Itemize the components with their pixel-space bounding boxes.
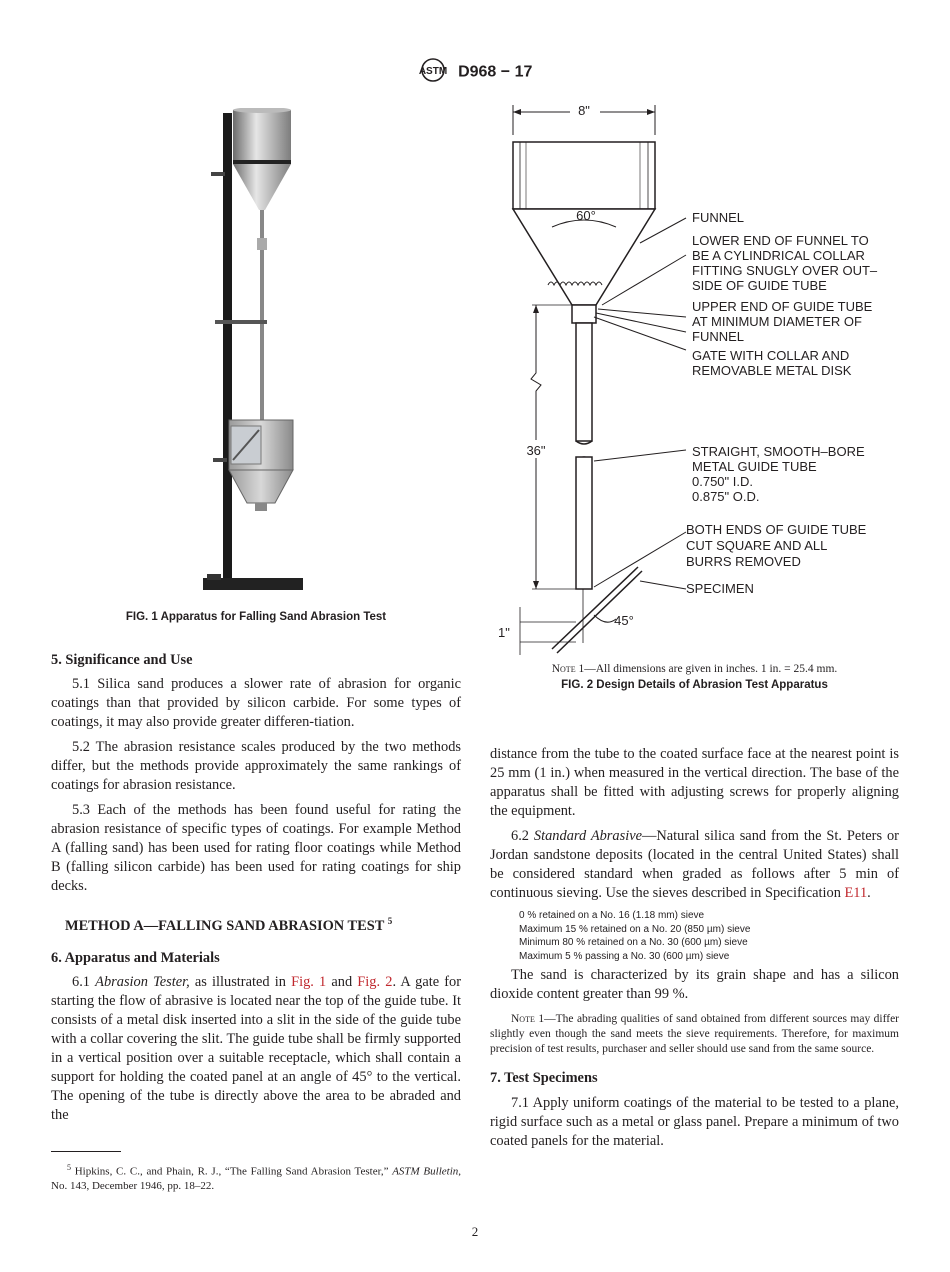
right-column [490, 745, 899, 1151]
fig2-width-label: 8" [578, 103, 590, 118]
fig2-callout-ends-2: CUT SQUARE AND ALL [686, 538, 828, 553]
sieve-item: Maximum 15 % retained on a No. 20 (850 µm) sieve [519, 923, 751, 935]
astm-logo-icon [418, 57, 448, 88]
fig2-callout-ends-3: BURRS REMOVED [686, 554, 801, 569]
para-7-1: 7.1 Apply uniform coatings of the material to be tested to a plane, rigid surface such as a metal or glass panel. Prepare a minimum of two coated panels for the material. [490, 1095, 899, 1149]
fig2-callout-tube-2: METAL GUIDE TUBE [692, 459, 817, 474]
fig1-caption: FIG. 1 Apparatus for Falling Sand Abrasion Test [125, 611, 387, 623]
fig2-caption: FIG. 2 Design Details of Abrasion Test Apparatus [561, 679, 828, 691]
designation: D968 − 17 [458, 63, 533, 81]
footnote: $^5$ Hipkins, C. C., and Phain, R. J., “The Falling Sand Abrasion Tester,” ASTM Bulletin, No. 143, December 1946, pp. 18–22. [51, 1163, 461, 1193]
fig2-callout-funnel: FUNNEL [692, 210, 745, 225]
fig2-note: Note 1—All dimensions are given in inches. 1 in. = 25.4 mm. [551, 663, 838, 675]
para-sand: The sand is characterized by its grain shape and has a silicon dioxide content greater than 99 %. [490, 967, 899, 1002]
para-continued: distance from the tube to the coated surface face at the nearest point is 25 mm (1 in.) when measured in the vertical direction. The base of the apparatus shall be fitted with adjusting screws for properly aligning the equipment. [490, 746, 899, 819]
e11-link[interactable]: E11 [844, 885, 868, 901]
fig2-callout-upper-1: UPPER END OF GUIDE TUBE [692, 299, 873, 314]
fig1-image [195, 108, 315, 598]
note-1: Note 1—The abrading qualities of sand obtained from different sources may differ slightly even though the sand meets the sieve requirements. Therefore, for maximum precision of test results, purchaser and seller should use sand from the same source. [490, 1013, 900, 1055]
section-6-title: 6. Apparatus and Materials [51, 949, 220, 966]
fig1-link[interactable]: Fig. 1 [291, 973, 327, 990]
page-number: 2 [471, 1224, 479, 1239]
fig2-callout-tube-1: STRAIGHT, SMOOTH–BORE [692, 444, 865, 459]
sieve-item: 0 % retained on a No. 16 (1.18 mm) sieve [519, 910, 705, 921]
fig2-callout-ends-1: BOTH ENDS OF GUIDE TUBE [686, 522, 867, 537]
fig2-callout-upper-2: AT MINIMUM DIAMETER OF [692, 314, 862, 329]
fig2-diagram [490, 95, 910, 655]
fig2-gap-label: 1" [498, 625, 510, 640]
fig2-length-label: 36" [526, 443, 546, 458]
footnote-divider [51, 1151, 121, 1152]
fig2-callout-gate-2: REMOVABLE METAL DISK [692, 363, 852, 378]
method-a-title: METHOD A—FALLING SAND ABRASION TEST $^5$ [65, 916, 393, 934]
para-6-2: 6.2 Standard Abrasive—Natural silica sand from the St. Peters or Jordan sandstone deposits (located in the central United States) shall be considered standard when graded as follows after 5 min of continuous sieving. Use the sieves described in Specification E11. [490, 828, 899, 901]
section-7-title: 7. Test Specimens [490, 1070, 598, 1086]
para-5-2: 5.2 The abrasion resistance scales produced by the two methods differ, but the methods provide approximately the same rankings of coatings for abrasion resistance. [51, 739, 461, 793]
fig2-callout-upper-3: FUNNEL [692, 329, 745, 344]
sieve-item: Maximum 5 % passing a No. 30 (600 µm) sieve [519, 950, 730, 962]
left-column [51, 651, 461, 1125]
fig2-callout-lower-3: FITTING SNUGLY OVER OUT– [692, 263, 878, 278]
fig2-angle-label: 60° [576, 208, 596, 223]
fig2-callout-specimen: SPECIMEN [686, 581, 754, 596]
page-header [0, 57, 950, 88]
para-5-3: 5.3 Each of the methods has been found useful for rating the abrasion resistance of specific types of coatings. For example Method A (falling sand) has been used for rating floor coatings while Method B (falling silicon carbide) has been used for rating coatings for ship decks. [51, 802, 461, 894]
fig2-callout-lower-4: SIDE OF GUIDE TUBE [692, 278, 827, 293]
section-5-title: 5. Significance and Use [51, 652, 193, 668]
fig2-specimen-angle: 45° [614, 613, 634, 628]
fig2-callout-tube-4: 0.875" O.D. [692, 489, 760, 504]
sieve-list [490, 909, 899, 963]
para-5-1: 5.1 Silica sand produces a slower rate of abrasion for organic coatings than that provided by silicon carbide. For some types of coatings, it may also provide greater differen-tiation. [51, 676, 461, 730]
para-6-1: 6.1 Abrasion Tester, as illustrated in Fig. 1 and Fig. 2. A gate for starting the flow of abrasive is located near the top of the guide tube. It consists of a metal disk inserted into a slit in the side of the guide tube with a collar covering the slit. The guide tube shall be firmly supported in a vertical position over a suitable receptacle, which shall contain a support for holding the coated panel at an angle of 45° to the vertical. The opening of the tube is directly above the area to be abraded and the [51, 973, 462, 1123]
fig2-callout-gate-1: GATE WITH COLLAR AND [692, 348, 850, 363]
fig2-link[interactable]: Fig. 2 [357, 973, 393, 990]
svg-text:ASTM: ASTM [418, 66, 447, 77]
sieve-item: Minimum 80 % retained on a No. 30 (600 µm) sieve [519, 937, 748, 948]
fig2-callout-lower-1: LOWER END OF FUNNEL TO [692, 233, 869, 248]
fig2-callout-lower-2: BE A CYLINDRICAL COLLAR [692, 248, 865, 263]
fig2-callout-tube-3: 0.750" I.D. [692, 474, 753, 489]
